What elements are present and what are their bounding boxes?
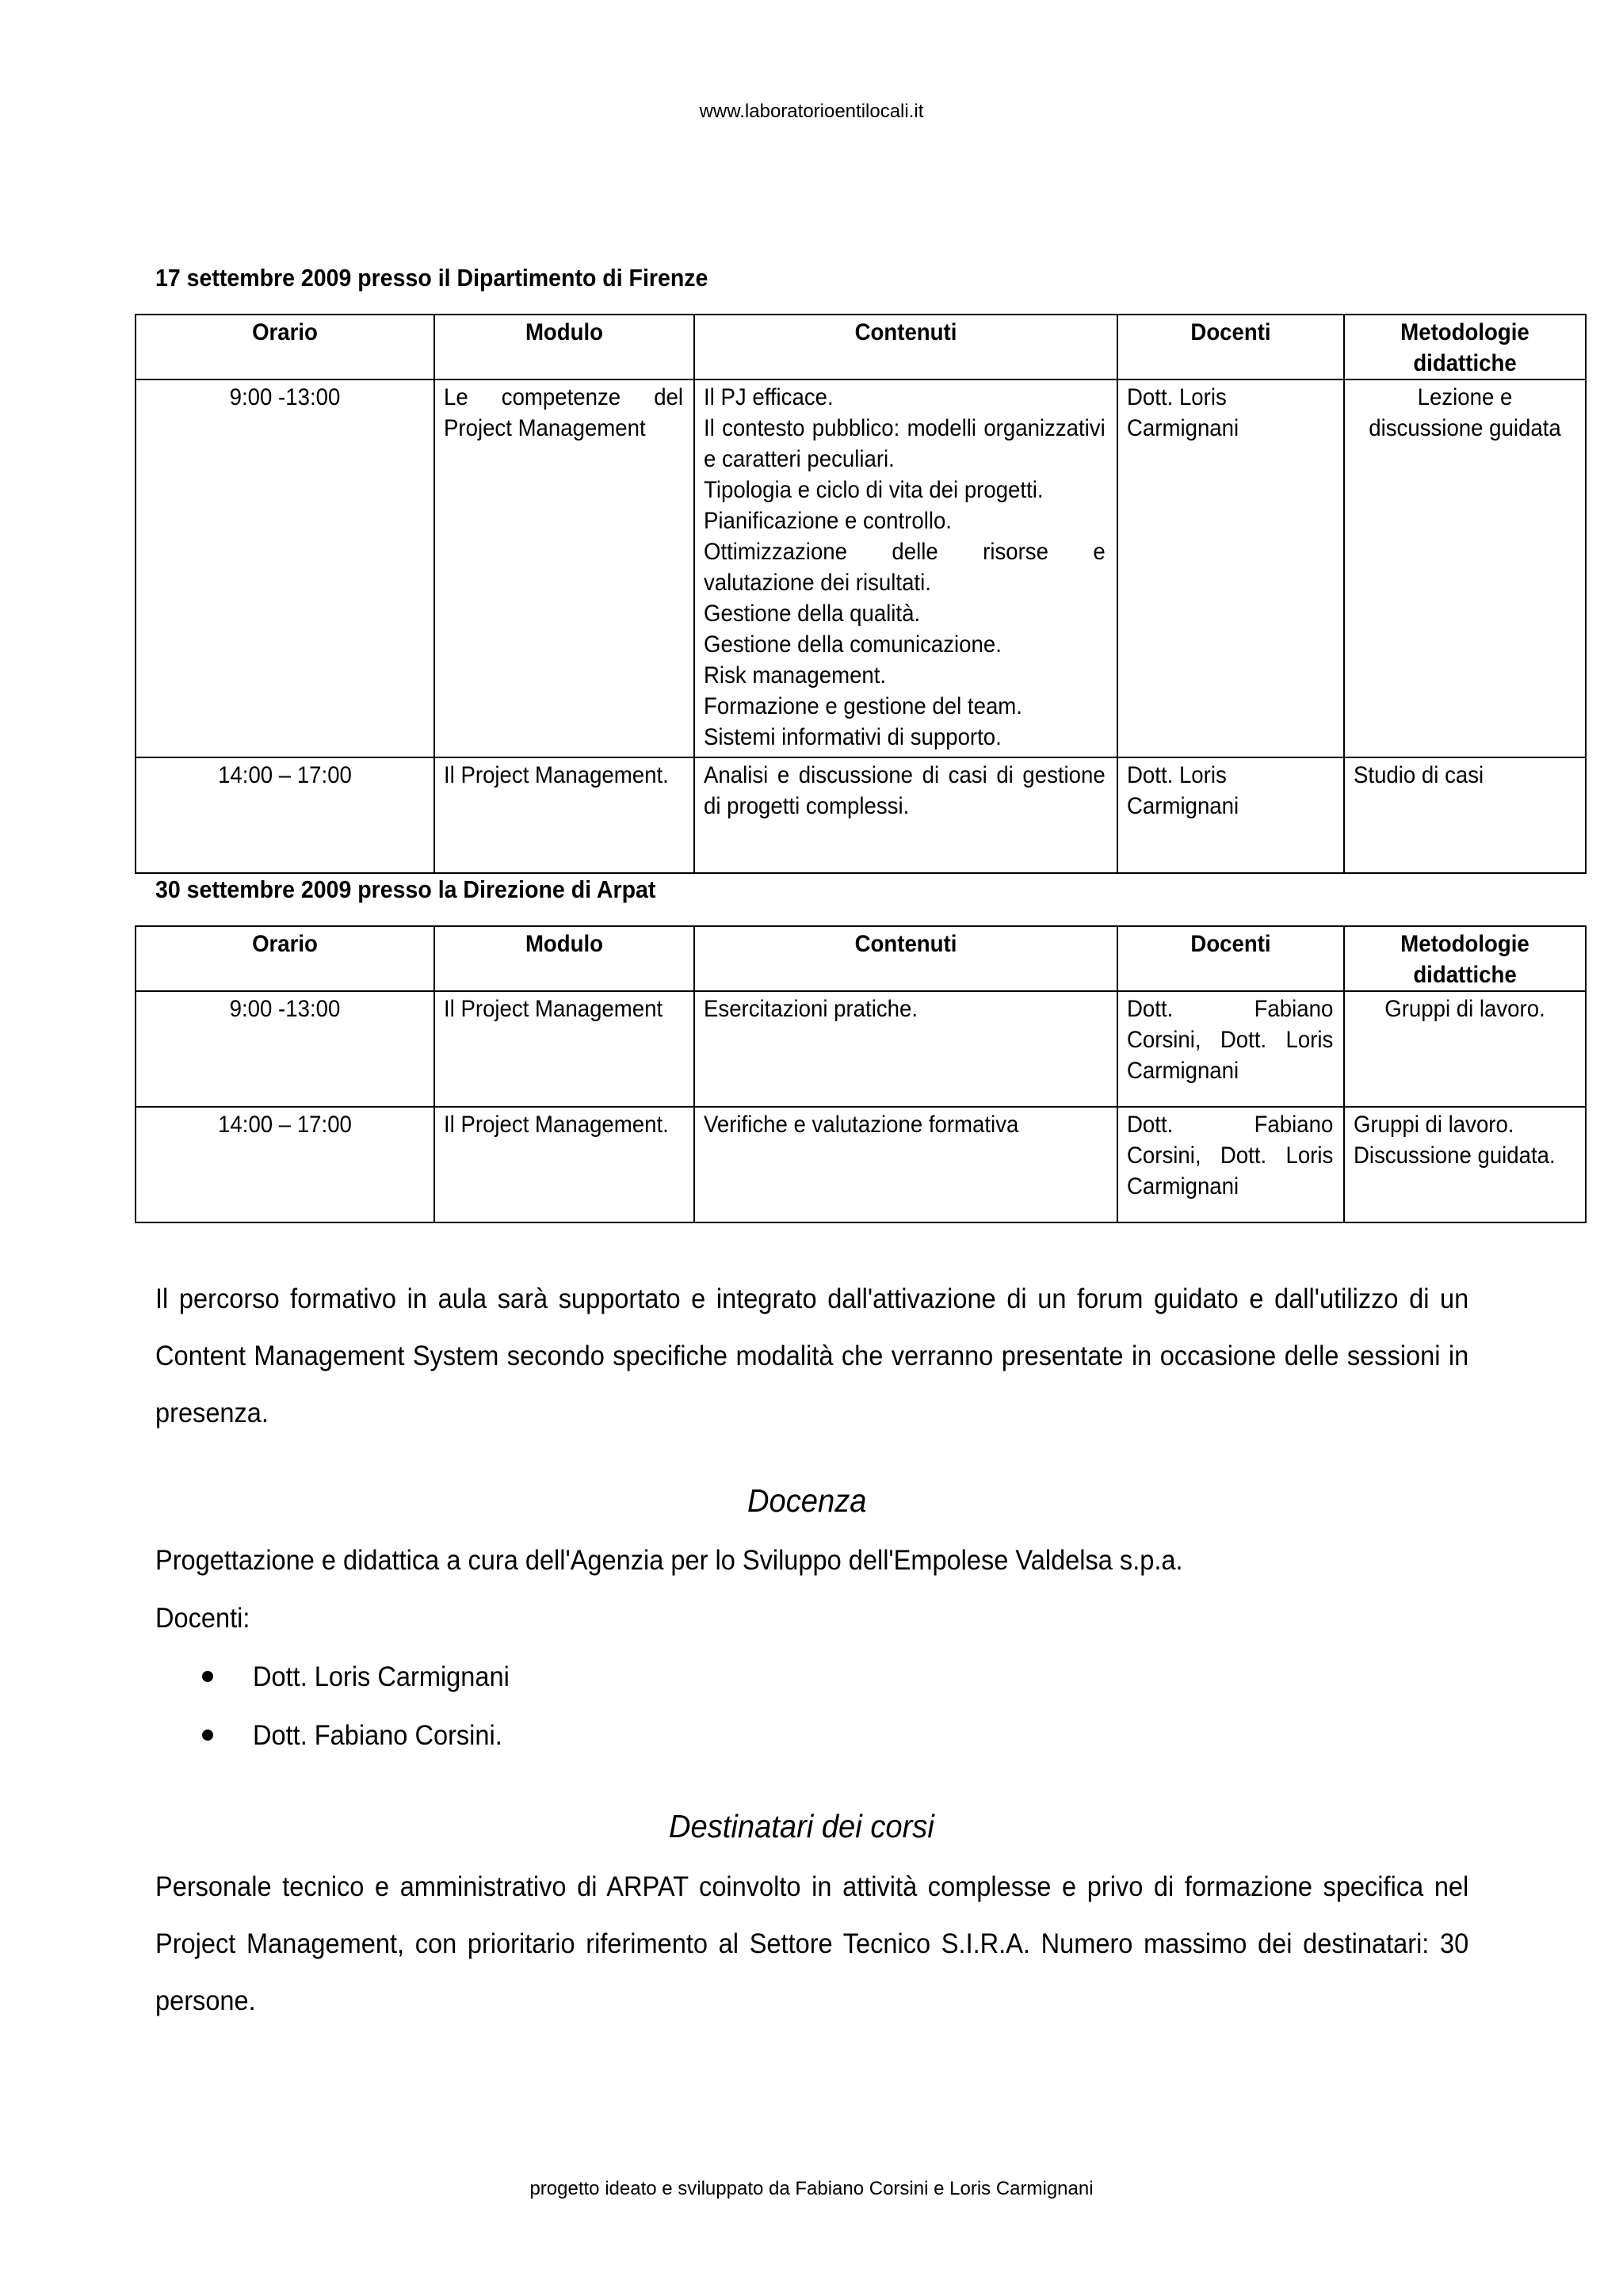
col-docenti: Docenti <box>1117 926 1344 991</box>
bullet-icon <box>202 1730 213 1741</box>
cell-orario: 14:00 – 17:00 <box>136 1107 434 1222</box>
cell-contenuti: Verifiche e valutazione formativa <box>694 1107 1117 1222</box>
docenza-line: Progettazione e didattica a cura dell'Agenzia per lo Sviluppo dell'Empolese Valdelsa s.p.a. <box>155 1545 1183 1576</box>
list-item: Dott. Loris Carmignani <box>202 1661 529 1693</box>
cell-contenuti: Analisi e discussione di casi di gestione di progetti complessi. <box>694 757 1117 873</box>
col-orario: Orario <box>136 926 434 991</box>
col-metodologie: Metodologie didattiche <box>1344 315 1586 379</box>
table-row <box>136 379 1586 757</box>
table-row <box>136 757 1586 873</box>
col-docenti: Docenti <box>1117 315 1344 379</box>
col-metodologie: Metodologie didattiche <box>1344 926 1586 991</box>
cell-contenuti: Esercitazioni pratiche. <box>694 991 1117 1107</box>
col-modulo: Modulo <box>434 315 694 379</box>
cell-docenti: Dott. Fabiano Corsini, Dott. Loris Carmignani <box>1117 1107 1344 1222</box>
destinatari-paragraph: Personale tecnico e amministrativo di ARPAT coinvolto in attività complesse e privo di formazione specifica nel Project Management, con prioritario riferimento al Settore Tecnico S.I.R.A. Numero massimo dei destinatari: 30 persone. <box>155 1871 1469 2016</box>
cell-modulo: Il Project Management. <box>434 1107 694 1222</box>
cell-metodologie: Gruppi di lavoro. <box>1344 991 1586 1107</box>
cell-docenti: Dott. Fabiano Corsini, Dott. Loris Carmignani <box>1117 991 1344 1107</box>
list-item: Dott. Fabiano Corsini. <box>202 1720 521 1752</box>
cell-orario: 14:00 – 17:00 <box>136 757 434 873</box>
cell-modulo: Il Project Management <box>434 991 694 1107</box>
col-orario: Orario <box>136 315 434 379</box>
col-contenuti: Contenuti <box>694 315 1117 379</box>
footer-text: progetto ideato e sviluppato da Fabiano Corsini e Loris Carmignani <box>529 2178 1094 2199</box>
session2-table <box>135 925 1587 1223</box>
docenza-heading: Docenza <box>747 1482 867 1519</box>
cell-metodologie: Studio di casi <box>1344 757 1586 873</box>
header-url: www.laboratorioentilocali.it <box>699 101 924 122</box>
cell-metodologie: Lezione e discussione guidata <box>1344 379 1586 757</box>
col-contenuti: Contenuti <box>694 926 1117 991</box>
cell-docenti: Dott. Loris Carmignani <box>1117 757 1344 873</box>
cell-docenti: Dott. Loris Carmignani <box>1117 379 1344 757</box>
table-row <box>136 991 1586 1107</box>
session2-title: 30 settembre 2009 presso la Direzione di Arpat <box>155 875 656 903</box>
cell-modulo: Il Project Management. <box>434 757 694 873</box>
bullet-icon <box>202 1671 213 1682</box>
col-modulo: Modulo <box>434 926 694 991</box>
cell-modulo: Le competenze del Project Management <box>434 379 694 757</box>
cell-metodologie: Gruppi di lavoro. Discussione guidata. <box>1344 1107 1586 1222</box>
session1-table <box>135 314 1587 874</box>
intro-paragraph: Il percorso formativo in aula sarà supportato e integrato dall'attivazione di un forum guidato e dall'utilizzo di un Content Management System secondo specifiche modalità che verranno presentate in occasione delle sessioni in presenza. <box>155 1283 1469 1428</box>
destinatari-heading: Destinatari dei corsi <box>668 1808 934 1844</box>
cell-orario: 9:00 -13:00 <box>136 379 434 757</box>
cell-contenuti: Il PJ efficace. Il contesto pubblico: modelli organizzativi e caratteri peculiari. Tipologia e ciclo di vita dei progetti. Pianificazione e controllo. Ottimizzazione delle risorse e valutazione dei risultati. Gestione della qualità. Gestione della comunicazione. Risk management. Formazione e gestione del team. Sistemi informativi di supporto. <box>694 379 1117 757</box>
docenti-label: Docenti: <box>155 1603 250 1634</box>
session1-title: 17 settembre 2009 presso il Dipartimento di Firenze <box>155 264 708 292</box>
table-row <box>136 1107 1586 1222</box>
cell-orario: 9:00 -13:00 <box>136 991 434 1107</box>
